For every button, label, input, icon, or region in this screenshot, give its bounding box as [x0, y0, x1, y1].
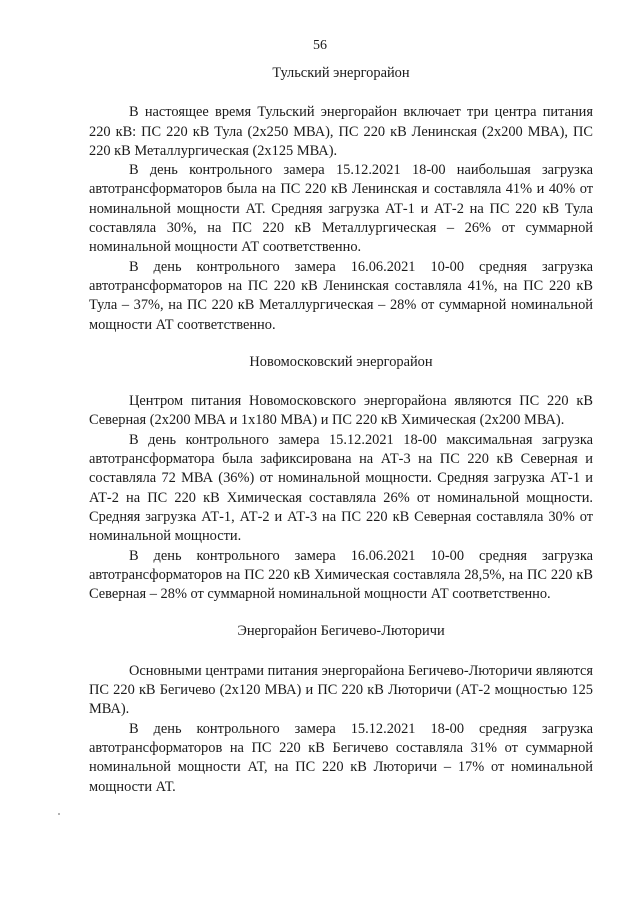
section-tula [89, 64, 593, 335]
paragraph: В день контрольного замера 15.12.2021 18-00 наибольшая загрузка автотрансформаторов была на ПС 220 кВ Ленинская и составляла 41% и 40% от номинальной мощности АТ. Средняя загрузка АТ-1 и АТ-2 на ПС 220 кВ Тула составляла 30%, на ПС 220 кВ Металлургическая – 26% от суммарной номинальной мощности АТ соответственно. [89, 162, 593, 256]
paragraph: Центром питания Новомосковского энергорайона являются ПС 220 кВ Северная (2х200 МВА и 1х180 МВА) и ПС 220 кВ Химическая (2х200 МВА). [89, 393, 593, 429]
section-begichevo-lyutorichi [89, 622, 593, 796]
section-title: Новомосковский энергорайон [249, 353, 433, 370]
paragraph: В день контрольного замера 16.06.2021 10-00 средняя загрузка автотрансформаторов на ПС 220 кВ Химическая составляла 28,5%, на ПС 220 кВ Северная – 28% от суммарной номинальной мощности АТ соответственно. [89, 547, 593, 603]
paragraph: В день контрольного замера 16.06.2021 10-00 средняя загрузка автотрансформаторов на ПС 220 кВ Ленинская составляла 41%, на ПС 220 кВ Тула – 37%, на ПС 220 кВ Металлургическая – 28% от суммарной номинальной мощности АТ соответственно. [89, 258, 593, 333]
document-body [89, 64, 593, 797]
section-title: Тульский энергорайон [272, 65, 410, 81]
paragraph: В настоящее время Тульский энергорайон включает три центра питания 220 кВ: ПС 220 кВ Тула (2х250 МВА), ПС 220 кВ Ленинская (2х200 МВА), ПС 220 кВ Металлургическая (2х125 МВА). [89, 104, 593, 159]
paragraph: В день контрольного замера 15.12.2021 18-00 средняя загрузка автотрансформаторов на ПС 220 кВ Бегичево составляла 31% от суммарной номинальной мощности АТ, на ПС 220 кВ Люторичи – 17% от номинальной мощности АТ. [89, 720, 593, 795]
section-title: Энергорайон Бегичево-Люторичи [237, 623, 445, 640]
paragraph: В день контрольного замера 15.12.2021 18-00 максимальная загрузка автотрансформатора была зафиксирована на АТ-3 на ПС 220 кВ Северная и составляла 72 МВА (36%) от номинальной мощности. Средняя загрузка АТ-1 и АТ-2 на ПС 220 кВ Химическая составляла 26% от номинальной мощности. Средняя загрузка АТ-1, АТ-2 и АТ-3 на ПС 220 кВ Северная составляла 30% от номинальной мощности. [89, 431, 593, 545]
paragraph: Основными центрами питания энергорайона Бегичево-Лютoричи являются ПС 220 кВ Бегичево (2х120 МВА) и ПС 220 кВ Люторичи (АТ-2 мощностью 125 МВА). [89, 662, 593, 718]
scan-speck [58, 813, 60, 815]
page-number: 56 [313, 38, 327, 53]
section-novomoskovsk [89, 353, 593, 605]
